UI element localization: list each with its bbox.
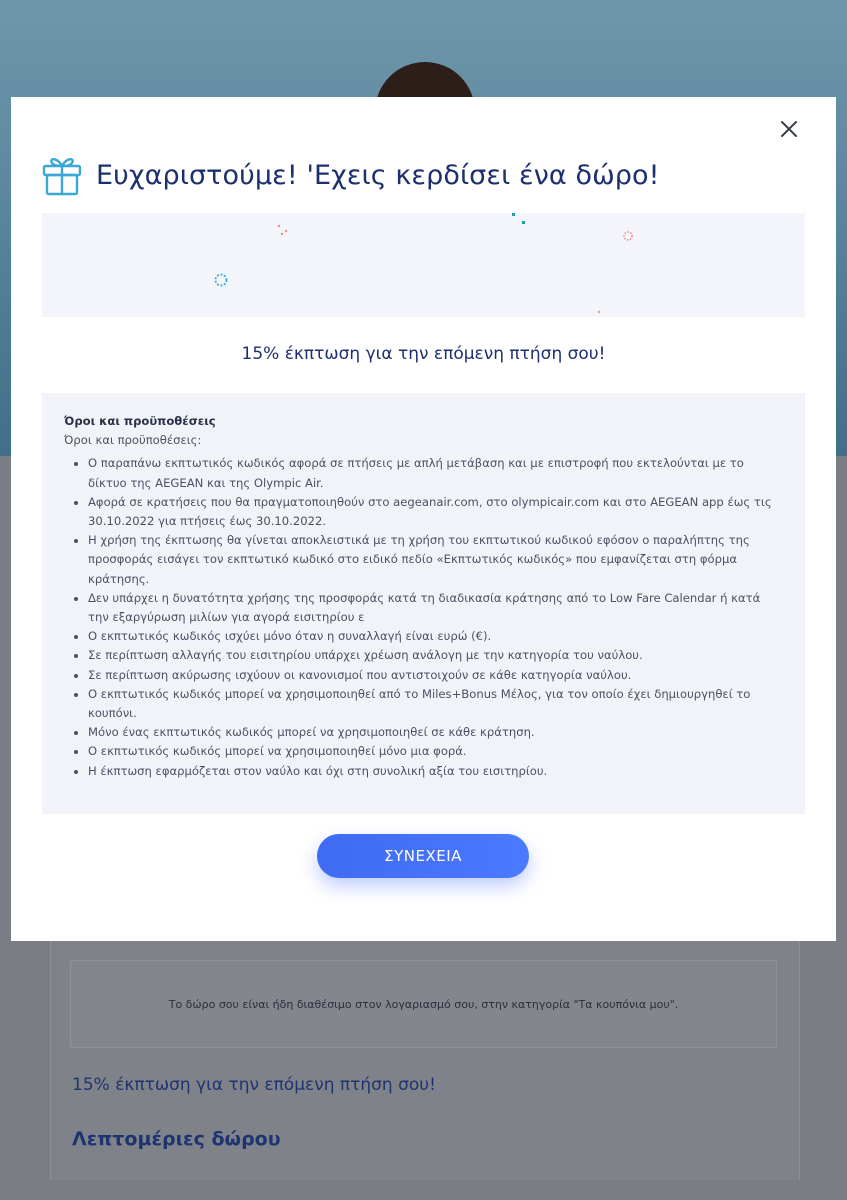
terms-item: • Ο παραπάνω εκπτωτικός κωδικός αφορά σε πτήσεις με απλή μετάβαση και με επιστροφή που εκτελούνται με το δίκτυο της AEGEAN και της Olympic Air. — [88, 454, 781, 492]
terms-item: • Η έκπτωση εφαρμόζεται στον ναύλο και όχι στη συνολική αξία του εισιτηρίου. — [88, 762, 781, 781]
terms-subheading: Όροι και προϋποθέσεις: — [64, 433, 202, 448]
terms-item: • Ο εκπτωτικός κωδικός μπορεί να χρησιμοποιηθεί μόνο μια φορά. — [88, 742, 781, 761]
gift-available-text: Το δώρο σου είναι ήδη διαθέσιμο στον λογαριασμό σου, στην κατηγορία "Τα κουπόνια μου". — [168, 997, 679, 1011]
gift-details-heading: Λεπτομέριες δώρου — [72, 1128, 281, 1150]
terms-item: • Η χρήση της έκπτωσης θα γίνεται αποκλειστικά με τη χρήση του εκπτωτικού κωδικού εφόσον ο παραλήπτης της προσφοράς εισάγει τον εκπτωτικό κωδικό στο ειδικό πεδίο «Εκπτωτικός κωδικός» που εμφανίζεται στη φόρμα κράτησης. — [88, 531, 781, 589]
terms-box — [42, 393, 805, 814]
confetti-animation — [42, 213, 805, 317]
close-icon — [777, 117, 801, 141]
modal-title: Ευχαριστούμε! 'Εχεις κερδίσει ένα δώρο! — [96, 159, 660, 191]
terms-item: • Ο εκπτωτικός κωδικός μπορεί να χρησιμοποιηθεί από το Miles+Bonus Μέλος, για τον οποίο έχει δημιουργηθεί το κουπόνι. — [88, 685, 781, 723]
background-discount-text: 15% έκπτωση για την επόμενη πτήση σου! — [72, 1075, 436, 1095]
terms-item: • Μόνο ένας εκπτωτικός κωδικός μπορεί να χρησιμοποιηθεί σε κάθε κράτηση. — [88, 723, 781, 742]
gift-available-notice — [70, 960, 777, 1048]
modal-header — [41, 153, 660, 197]
terms-item: • Ο εκπτωτικός κωδικός ισχύει μόνο όταν η συναλλαγή είναι ευρώ (€). — [88, 627, 781, 646]
gift-modal — [11, 97, 836, 941]
discount-text: 15% έκπτωση για την επόμενη πτήση σου! — [241, 344, 606, 364]
terms-item: • Σε περίπτωση ακύρωσης ισχύουν οι κανονισμοί που αντιστοιχούν σε κάθε κατηγορία ναύλου. — [88, 666, 781, 685]
terms-item: • Αφορά σε κρατήσεις που θα πραγματοποιηθούν στο aegeanair.com, στο olympicair.com και στο AEGEAN app έως τις 30.10.2022 για πτήσεις έως 30.10.2022. — [88, 493, 781, 531]
gift-icon — [41, 153, 83, 197]
terms-item: • Σε περίπτωση αλλαγής του εισιτηρίου υπάρχει χρέωση ανάλογη με την κατηγορία του ναύλου. — [88, 646, 781, 665]
continue-button[interactable]: ΣΥΝΕΧΕΙΑ — [317, 834, 529, 878]
terms-heading: Όροι και προϋποθέσεις — [64, 414, 216, 428]
close-button[interactable] — [777, 117, 801, 141]
terms-list — [64, 454, 781, 780]
terms-item: • Δεν υπάρχει η δυνατότητα χρήσης της προσφοράς κατά τη διαδικασία κράτησης από το Low Fare Calendar ή κατά την εξαργύρωση μιλίων για αγορά εισιτηρίου ε — [88, 589, 781, 627]
